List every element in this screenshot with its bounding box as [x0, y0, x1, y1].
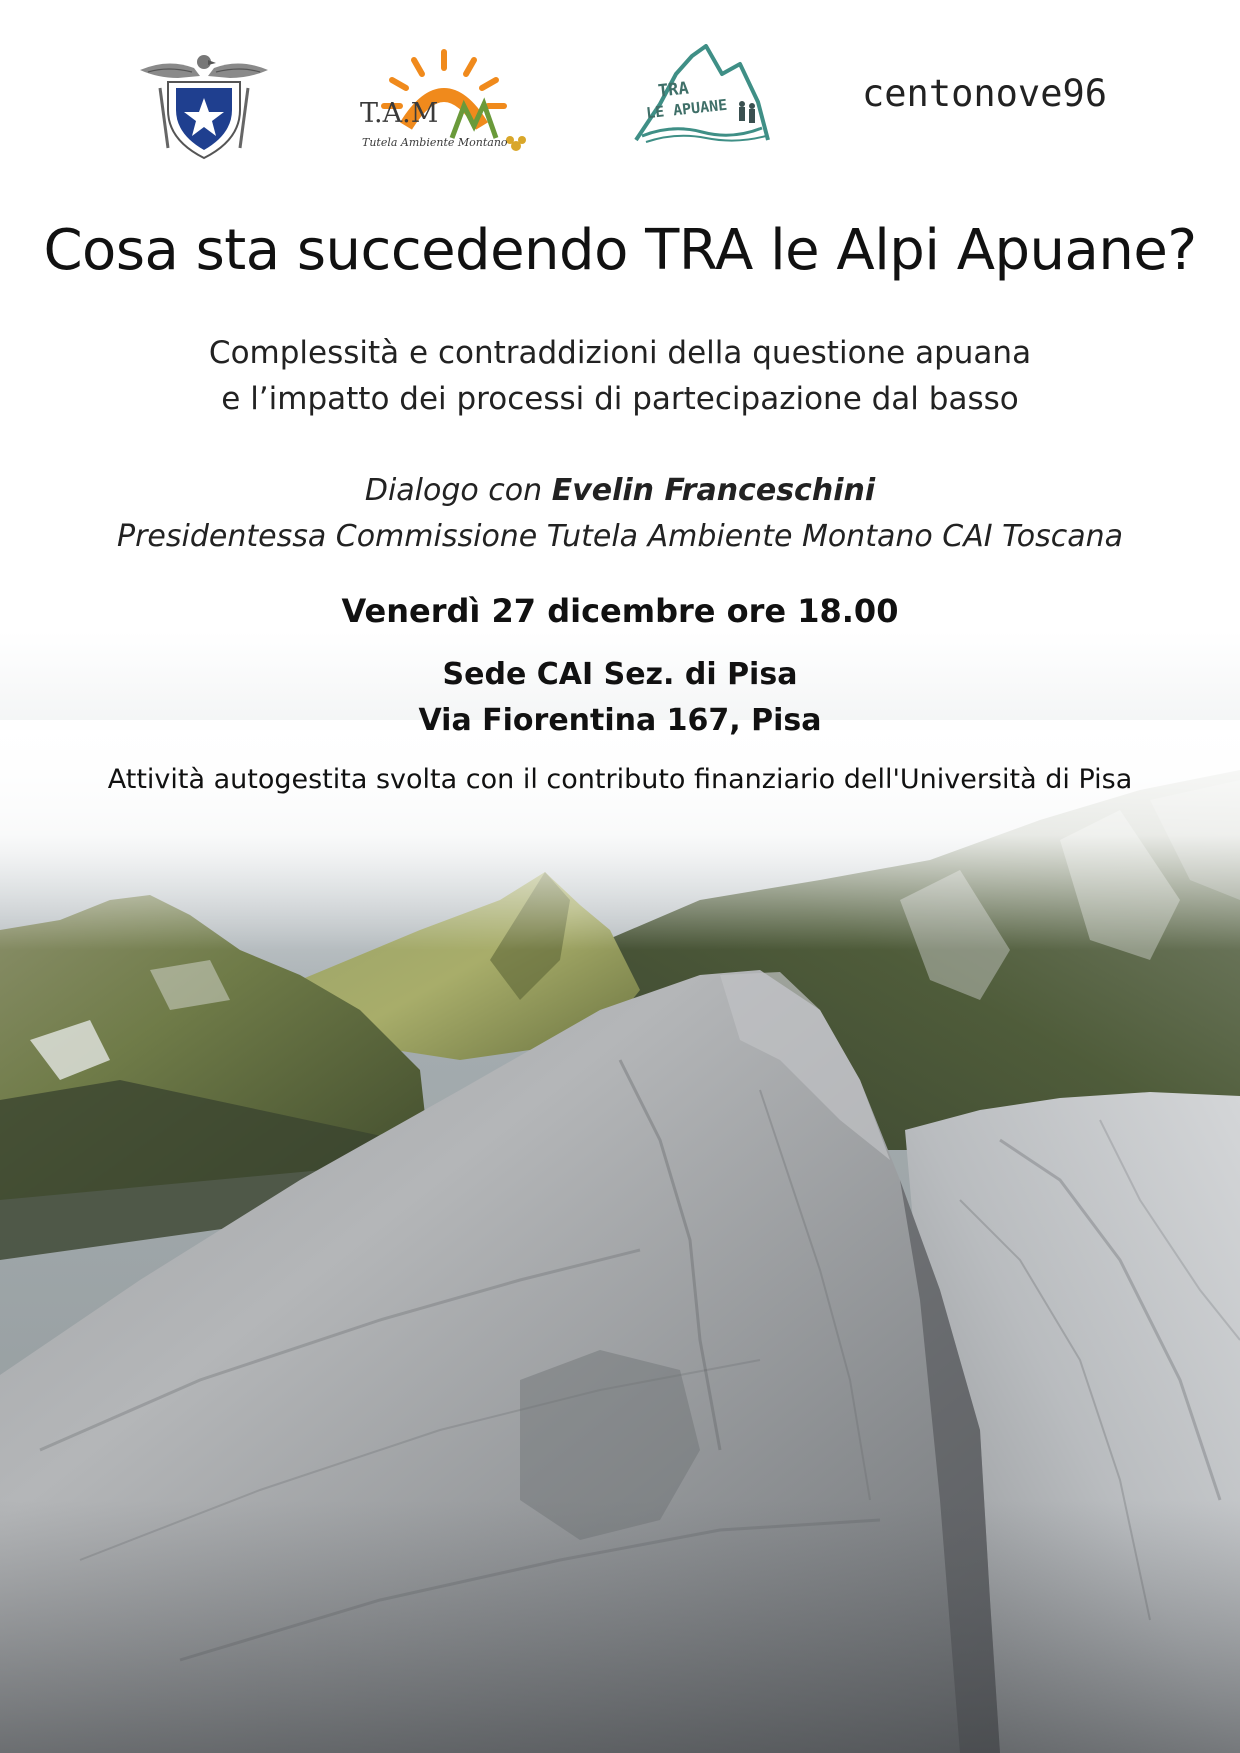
cai-eagle-star-icon [138, 48, 270, 160]
venue-line-2: Via Fiorentina 167, Pisa [418, 703, 822, 738]
centonove96-logo: centonove96 [862, 72, 1108, 115]
partner-logos [0, 40, 1240, 170]
speaker-role: Presidentessa Commissione Tutela Ambiente Montano CAI Toscana [117, 519, 1123, 554]
tam-logo [356, 46, 532, 164]
tam-logo-text: T.A.M [360, 98, 439, 129]
subtitle-line-1: Complessità e contraddizioni della questione apuana [208, 335, 1032, 371]
speaker-name: Evelin Franceschini [551, 473, 876, 508]
tra-logo-line1: TRA [657, 78, 690, 102]
event-venue [0, 652, 1240, 744]
event-date: Venerdì 27 dicembre ore 18.00 [341, 592, 899, 630]
subtitle-line-2: e l’impatto dei processi di partecipazione dal basso [221, 381, 1019, 417]
event-title: Cosa sta succedendo TRA le Alpi Apuane? [43, 218, 1197, 283]
cai-logo [138, 48, 270, 160]
venue-line-1: Sede CAI Sez. di Pisa [442, 657, 798, 692]
speaker-info [0, 468, 1240, 560]
dialog-line [0, 468, 1240, 514]
mountain-hikers-icon [632, 44, 772, 144]
tra-le-apuane-logo [632, 44, 772, 144]
tra-logo-line2: LE APUANE [645, 95, 728, 123]
dialog-prefix: Dialogo con [364, 473, 552, 508]
funding-note: Attività autogestita svolta con il contributo finanziario dell'Università di Pisa [107, 764, 1133, 795]
tam-logo-tagline: Tutela Ambiente Montano [362, 136, 508, 149]
event-subtitle [0, 330, 1240, 422]
